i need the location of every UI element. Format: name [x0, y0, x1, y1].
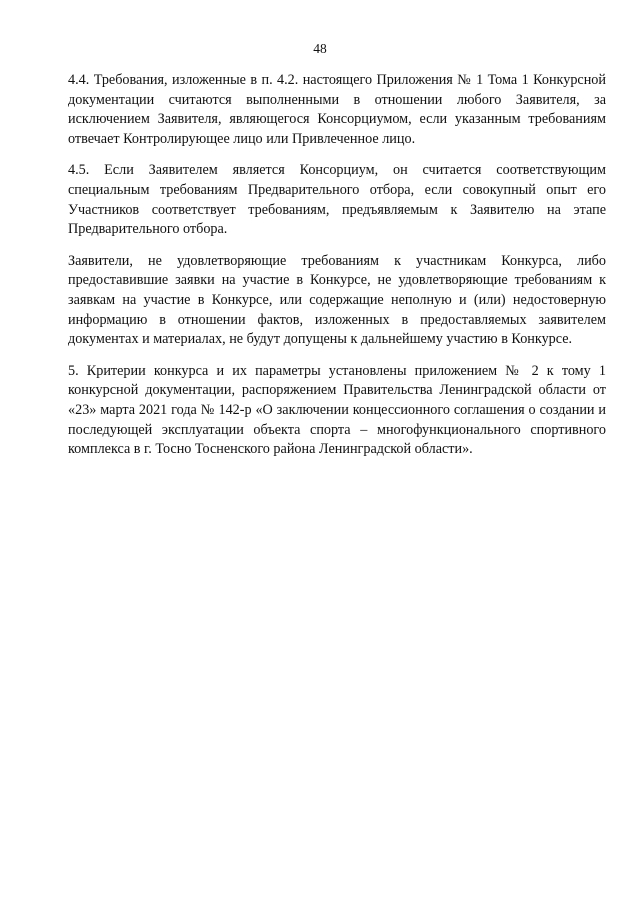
document-body [68, 71, 606, 472]
paragraph-5: 5. Критерии конкурса и их параметры установлены приложением № 2 к тому 1 конкурсной документации, распоряжением Правительства Ленинградской области от «23» марта 2021 года № 142-р «О заключении концессионного соглашения о создании и последующей эксплуатации объекта спорта – многофункционального спортивного комплекса в г. Тосно Тосненского района Ленинградской области». [68, 362, 606, 458]
paragraph-4-5: 4.5. Если Заявителем является Консорциум, он считается соответствующим специальным требованиям Предварительного отбора, если совокупный опыт его Участников соответствует требованиям, предъявляемым к Заявителю на этапе Предварительного отбора. [68, 162, 606, 238]
page-number: 48 [313, 41, 327, 56]
paragraph-4-4: 4.4. Требования, изложенные в п. 4.2. настоящего Приложения № 1 Тома 1 Конкурсной документации считаются выполненными в отношении любого Заявителя, за исключением Заявителя, являющегося Консорциумом, если указанным требованиям отвечает Контролирующее лицо или Привлеченное лицо. [68, 72, 606, 147]
paragraph-applicants: Заявители, не удовлетворяющие требованиям к участникам Конкурса, либо предоставившие заявки на участие в Конкурсе, не удовлетворяющие требованиям к заявкам на участие в Конкурсе, или содержащие неполную и (или) недостоверную информацию в отношении фактов, изложенных в предоставляемых заявителем документах и материалах, не будут допущены к дальнейшему участию в Конкурсе. [68, 252, 606, 348]
